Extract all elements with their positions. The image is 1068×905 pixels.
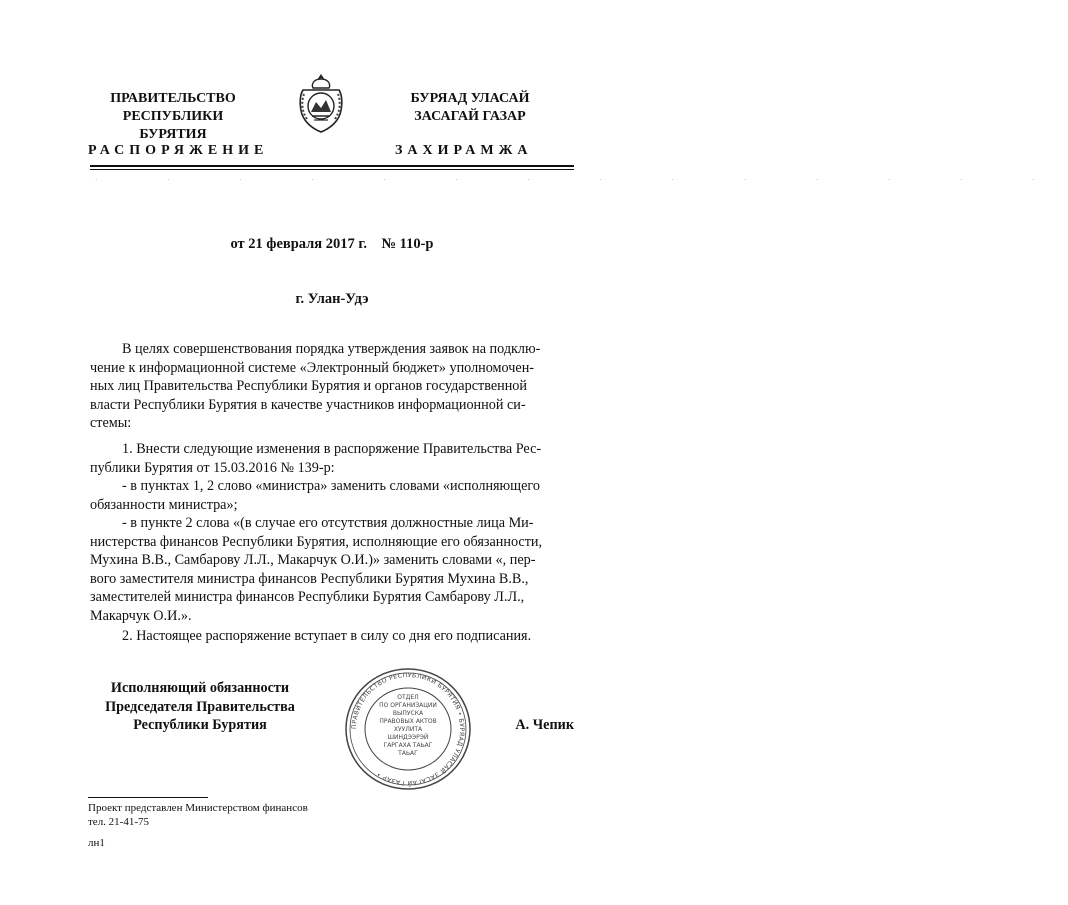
signatory-title-line: Исполняющий обязанности xyxy=(110,680,290,696)
item-1 xyxy=(90,440,574,625)
text-line: Мухина В.В., Самбарову Л.Л., Макарчук О.И.)» заменить словами «, пер- xyxy=(90,552,536,568)
org-name-left-line1: ПРАВИТЕЛЬСТВО xyxy=(110,91,236,106)
signatory-title xyxy=(90,679,310,735)
doc-type-right: ЗАХИРАМЖА xyxy=(395,143,533,158)
org-name-right xyxy=(385,90,555,126)
seal-text: ШИНДЭЭРЭЙ xyxy=(387,734,429,741)
header-rule-thin xyxy=(90,169,574,170)
seal-text: ХУУЛИТА xyxy=(393,726,423,733)
item-2 xyxy=(90,627,574,646)
seal-text: ПО ОРГАНИЗАЦИИ xyxy=(379,702,437,709)
text-line: вого заместителя министра финансов Республики Бурятия Мухина В.В., xyxy=(90,570,529,587)
org-name-right-line2: ЗАСАГАЙ ГАЗАР xyxy=(414,109,526,124)
text-line: власти Республики Бурятия в качестве участников информационной си- xyxy=(90,396,526,413)
text-line: ных лиц Правительства Республики Бурятия и органов государственной xyxy=(90,378,527,394)
text-line: публики Бурятия от 15.03.2016 № 139-р: xyxy=(90,459,335,476)
text-line: - в пункте 2 слова «(в случае его отсутствия должностные лица Ми- xyxy=(122,515,534,531)
signatory-name: А. Чепик xyxy=(515,717,574,733)
footer-rule xyxy=(88,797,208,798)
seal-text: ОТДЕЛ xyxy=(397,694,419,701)
header-rule-thick xyxy=(90,165,574,167)
seal-ring-text: ПРАВИТЕЛЬСТВО РЕСПУБЛИКИ БУРЯТИЯ • БУРЯАД УЛАСАЙ ЗАСАГАЙ ГАЗАР • xyxy=(350,671,466,787)
text-line: стемы: xyxy=(90,415,132,431)
doc-type-left: РАСПОРЯЖЕНИЕ xyxy=(88,143,269,158)
text-line: нистерства финансов Республики Бурятия, исполняющие его обязанности, xyxy=(90,533,543,550)
official-seal xyxy=(343,666,473,792)
text-line: В целях совершенствования порядка утверждения заявок на подклю- xyxy=(122,341,541,357)
city: г. Улан-Удэ xyxy=(295,291,369,307)
signatory-title-line: Республики Бурятия xyxy=(133,717,267,733)
text-line: чение к информационной системе «Электронный бюджет» уполномочен- xyxy=(90,359,535,376)
seal-text: ГАРГАХА ТАЬАГ xyxy=(383,742,433,749)
footer-code: лн1 xyxy=(88,837,105,849)
date-number: от 21 февраля 2017 г. № 110-р xyxy=(230,236,434,252)
footer-note xyxy=(88,801,308,829)
intro-paragraph xyxy=(90,340,574,433)
header-dots: · · · · · · · · · · · · · · xyxy=(95,176,1068,184)
text-line: Макарчук О.И.». xyxy=(90,607,192,624)
org-name-left xyxy=(88,90,258,144)
seal-text: ПРАВОВЫХ АКТОВ xyxy=(379,718,437,725)
text-line: обязанности министра»; xyxy=(90,496,238,513)
text-line: 1. Внести следующие изменения в распоряжение Правительства Рес- xyxy=(122,441,542,457)
text-line: заместителей министра финансов Республики Бурятия Самбарову Л.Л., xyxy=(90,589,525,605)
org-name-left-line2: РЕСПУБЛИКИ БУРЯТИЯ xyxy=(122,109,224,142)
signatory-title-line: Председателя Правительства xyxy=(105,698,295,715)
org-name-right-line1: БУРЯАД УЛАСАЙ xyxy=(410,91,530,106)
coat-of-arms-icon xyxy=(296,72,346,134)
seal-text: ВЫПУСКА xyxy=(392,710,424,717)
seal-text: ТАЬАГ xyxy=(398,750,418,757)
project-note: Проект представлен Министерством финансов xyxy=(88,802,308,814)
text-line: - в пунктах 1, 2 слово «министра» заменить словами «исполняющего xyxy=(122,478,540,494)
phone: тел. 21-41-75 xyxy=(88,816,150,828)
text-line: 2. Настоящее распоряжение вступает в силу со дня его подписания. xyxy=(122,628,532,644)
